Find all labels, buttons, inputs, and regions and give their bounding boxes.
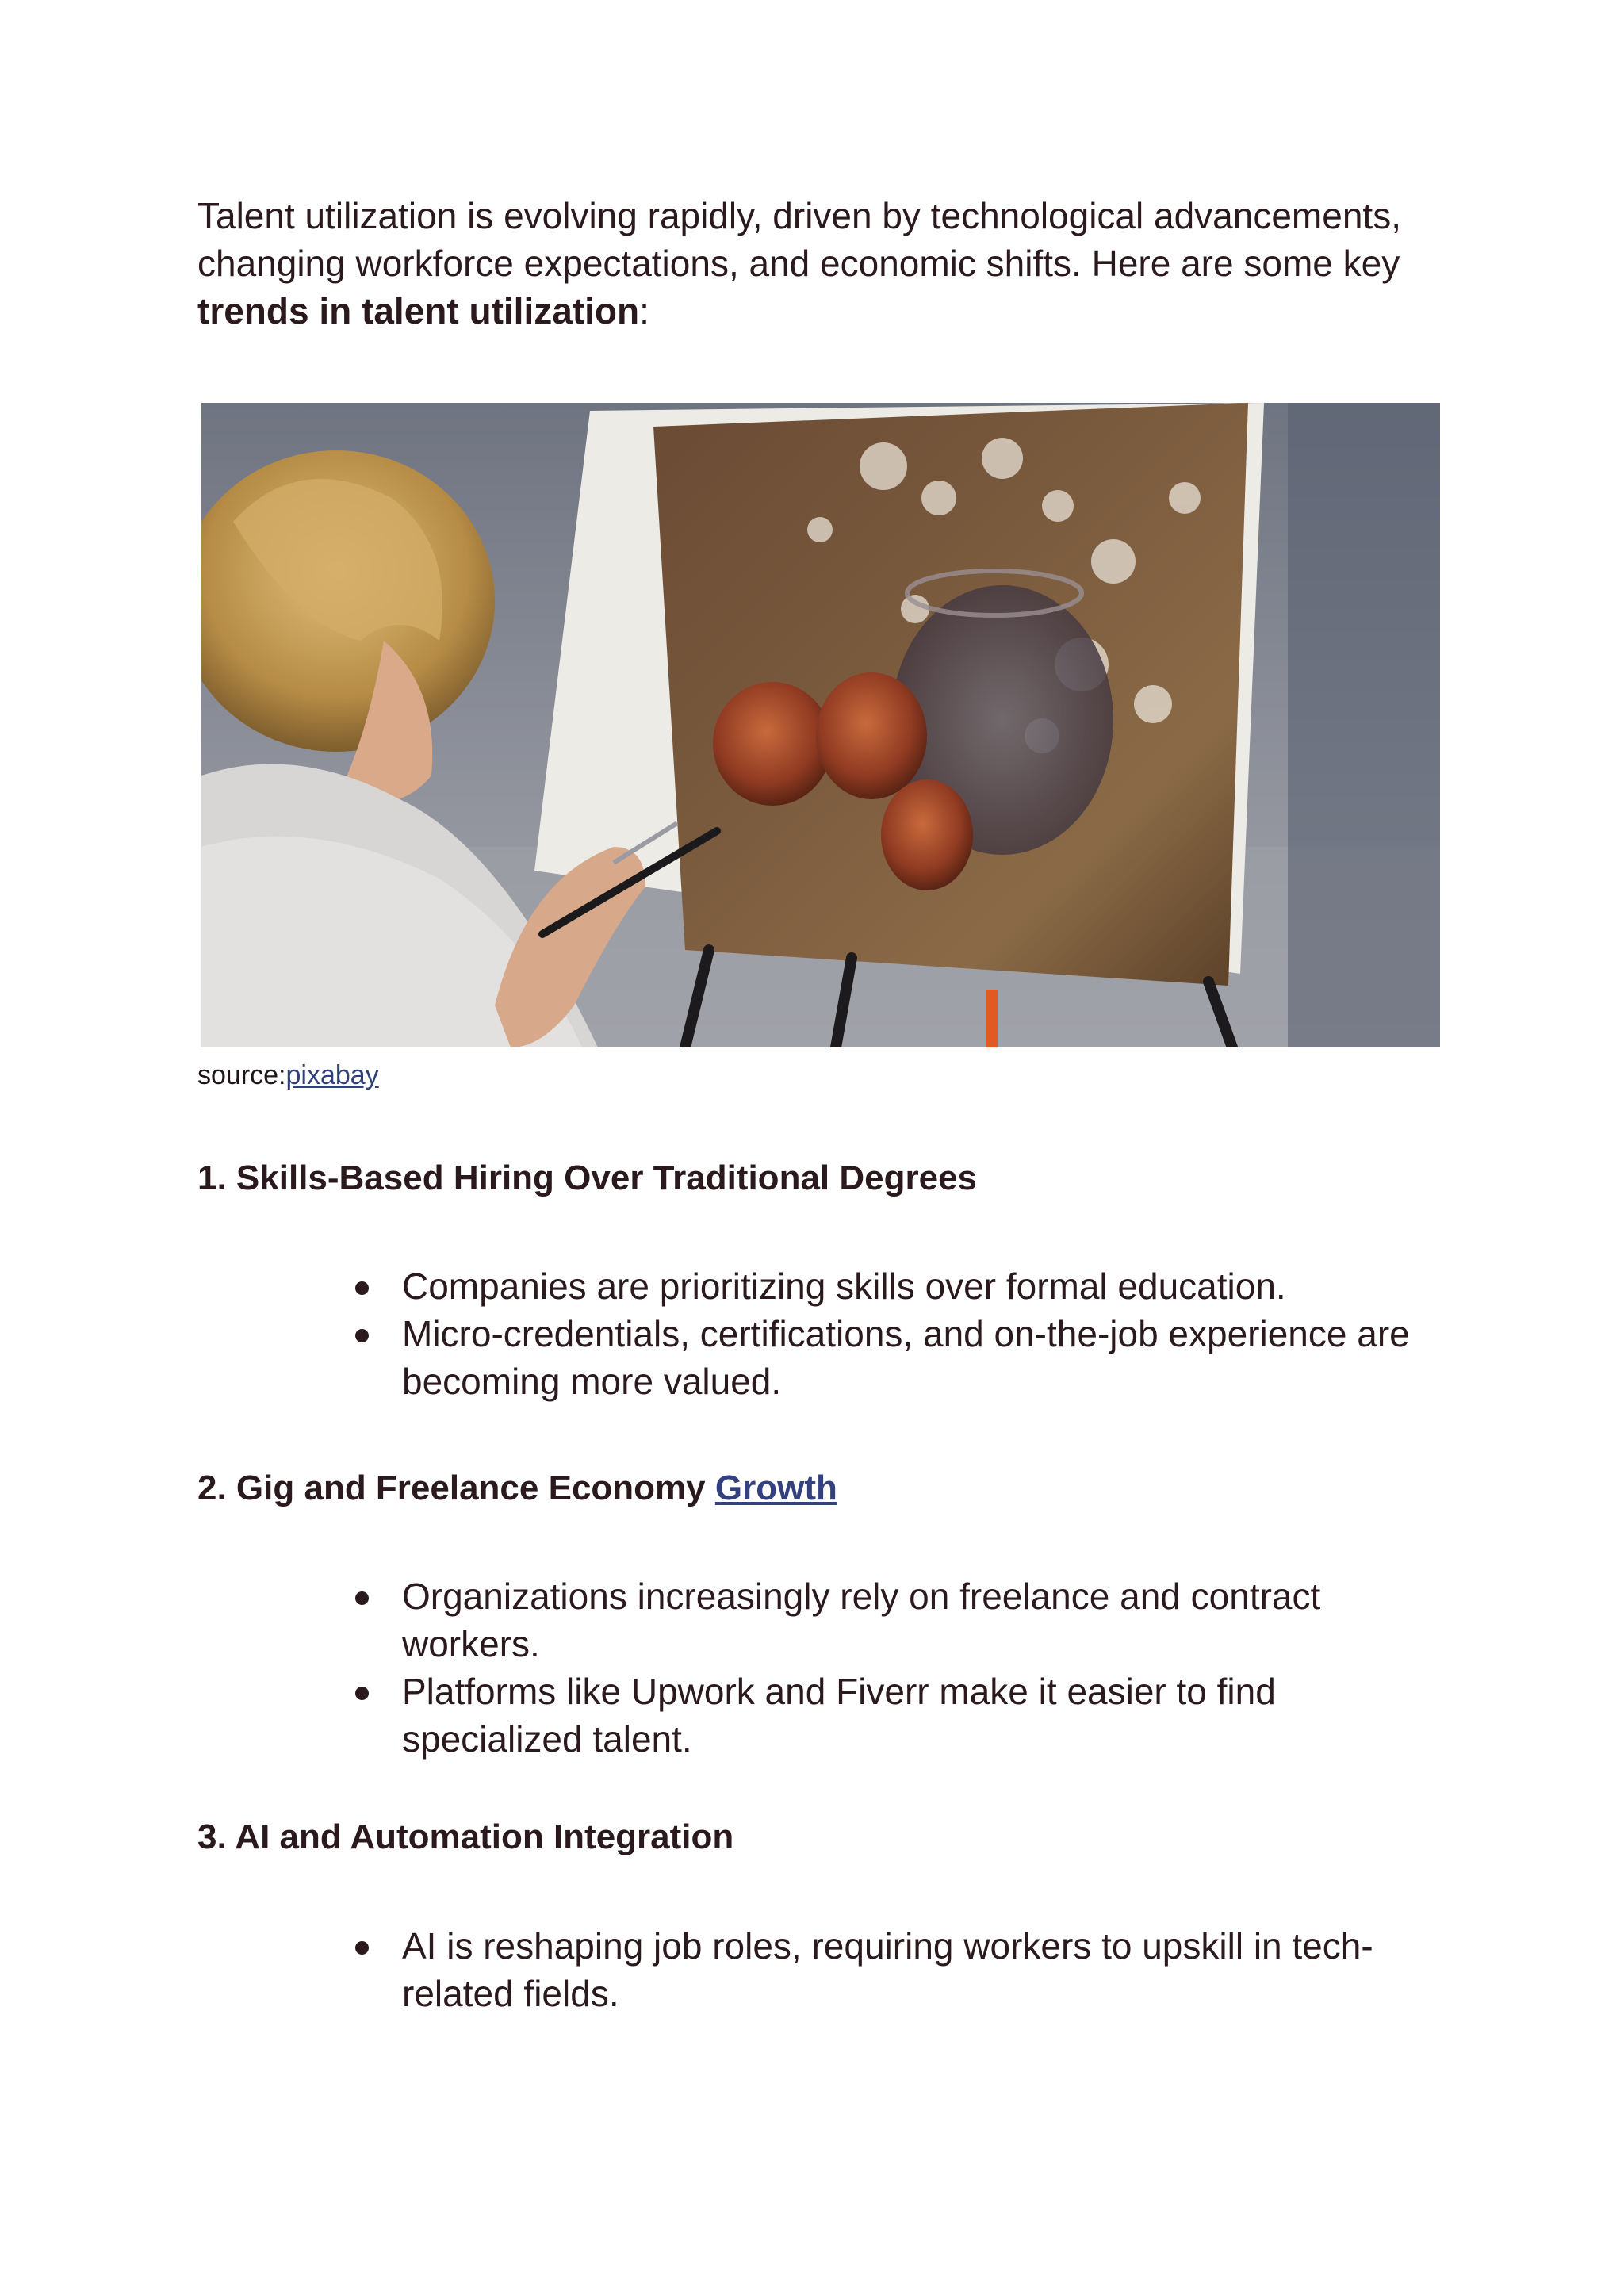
section-2-heading-text: 2. Gig and Freelance Economy xyxy=(197,1469,715,1507)
bullet-icon xyxy=(355,1687,369,1700)
bullet-icon xyxy=(355,1941,369,1955)
section-1-heading: 1. Skills-Based Hiring Over Traditional Degrees xyxy=(197,1158,978,1197)
intro-paragraph xyxy=(197,192,1434,335)
list-item-text: AI is reshaping job roles, requiring workers to upskill in tech-related fields. xyxy=(402,1925,1373,2014)
intro-text-end: : xyxy=(639,290,649,331)
list-item xyxy=(402,1922,1433,2017)
caption-prefix: source: xyxy=(197,1060,286,1090)
intro-text: Talent utilization is evolving rapidly, driven by technological advancements, changing workforce expectations, and economic shifts. Here are some key xyxy=(197,195,1401,284)
bullet-icon xyxy=(355,1591,369,1605)
section-3-heading: 3. AI and Automation Integration xyxy=(197,1817,734,1856)
bullet-icon xyxy=(355,1329,369,1342)
list-item xyxy=(402,1572,1433,1668)
section-1-list xyxy=(402,1262,1433,1405)
painting-photo xyxy=(201,403,1440,1047)
list-item xyxy=(402,1668,1433,1763)
list-item-text: Companies are prioritizing skills over formal education. xyxy=(402,1266,1286,1307)
list-item-text: Organizations increasingly rely on freelance and contract workers. xyxy=(402,1576,1321,1664)
intro-bold-text: trends in talent utilization xyxy=(197,290,640,331)
list-item xyxy=(402,1262,1433,1310)
section-2-list xyxy=(402,1572,1433,1763)
section-2-heading xyxy=(197,1467,837,1510)
image-source-caption xyxy=(197,1059,379,1091)
growth-link[interactable]: Growth xyxy=(714,1469,837,1507)
list-item xyxy=(402,1310,1433,1405)
section-3-list xyxy=(402,1922,1433,2017)
bullet-icon xyxy=(355,1281,369,1295)
list-item-text: Micro-credentials, certifications, and on-the-job experience are becoming more valued. xyxy=(402,1313,1410,1402)
pixabay-link[interactable]: pixabay xyxy=(285,1060,379,1090)
list-item-text: Platforms like Upwork and Fiverr make it easier to find specialized talent. xyxy=(402,1671,1276,1760)
